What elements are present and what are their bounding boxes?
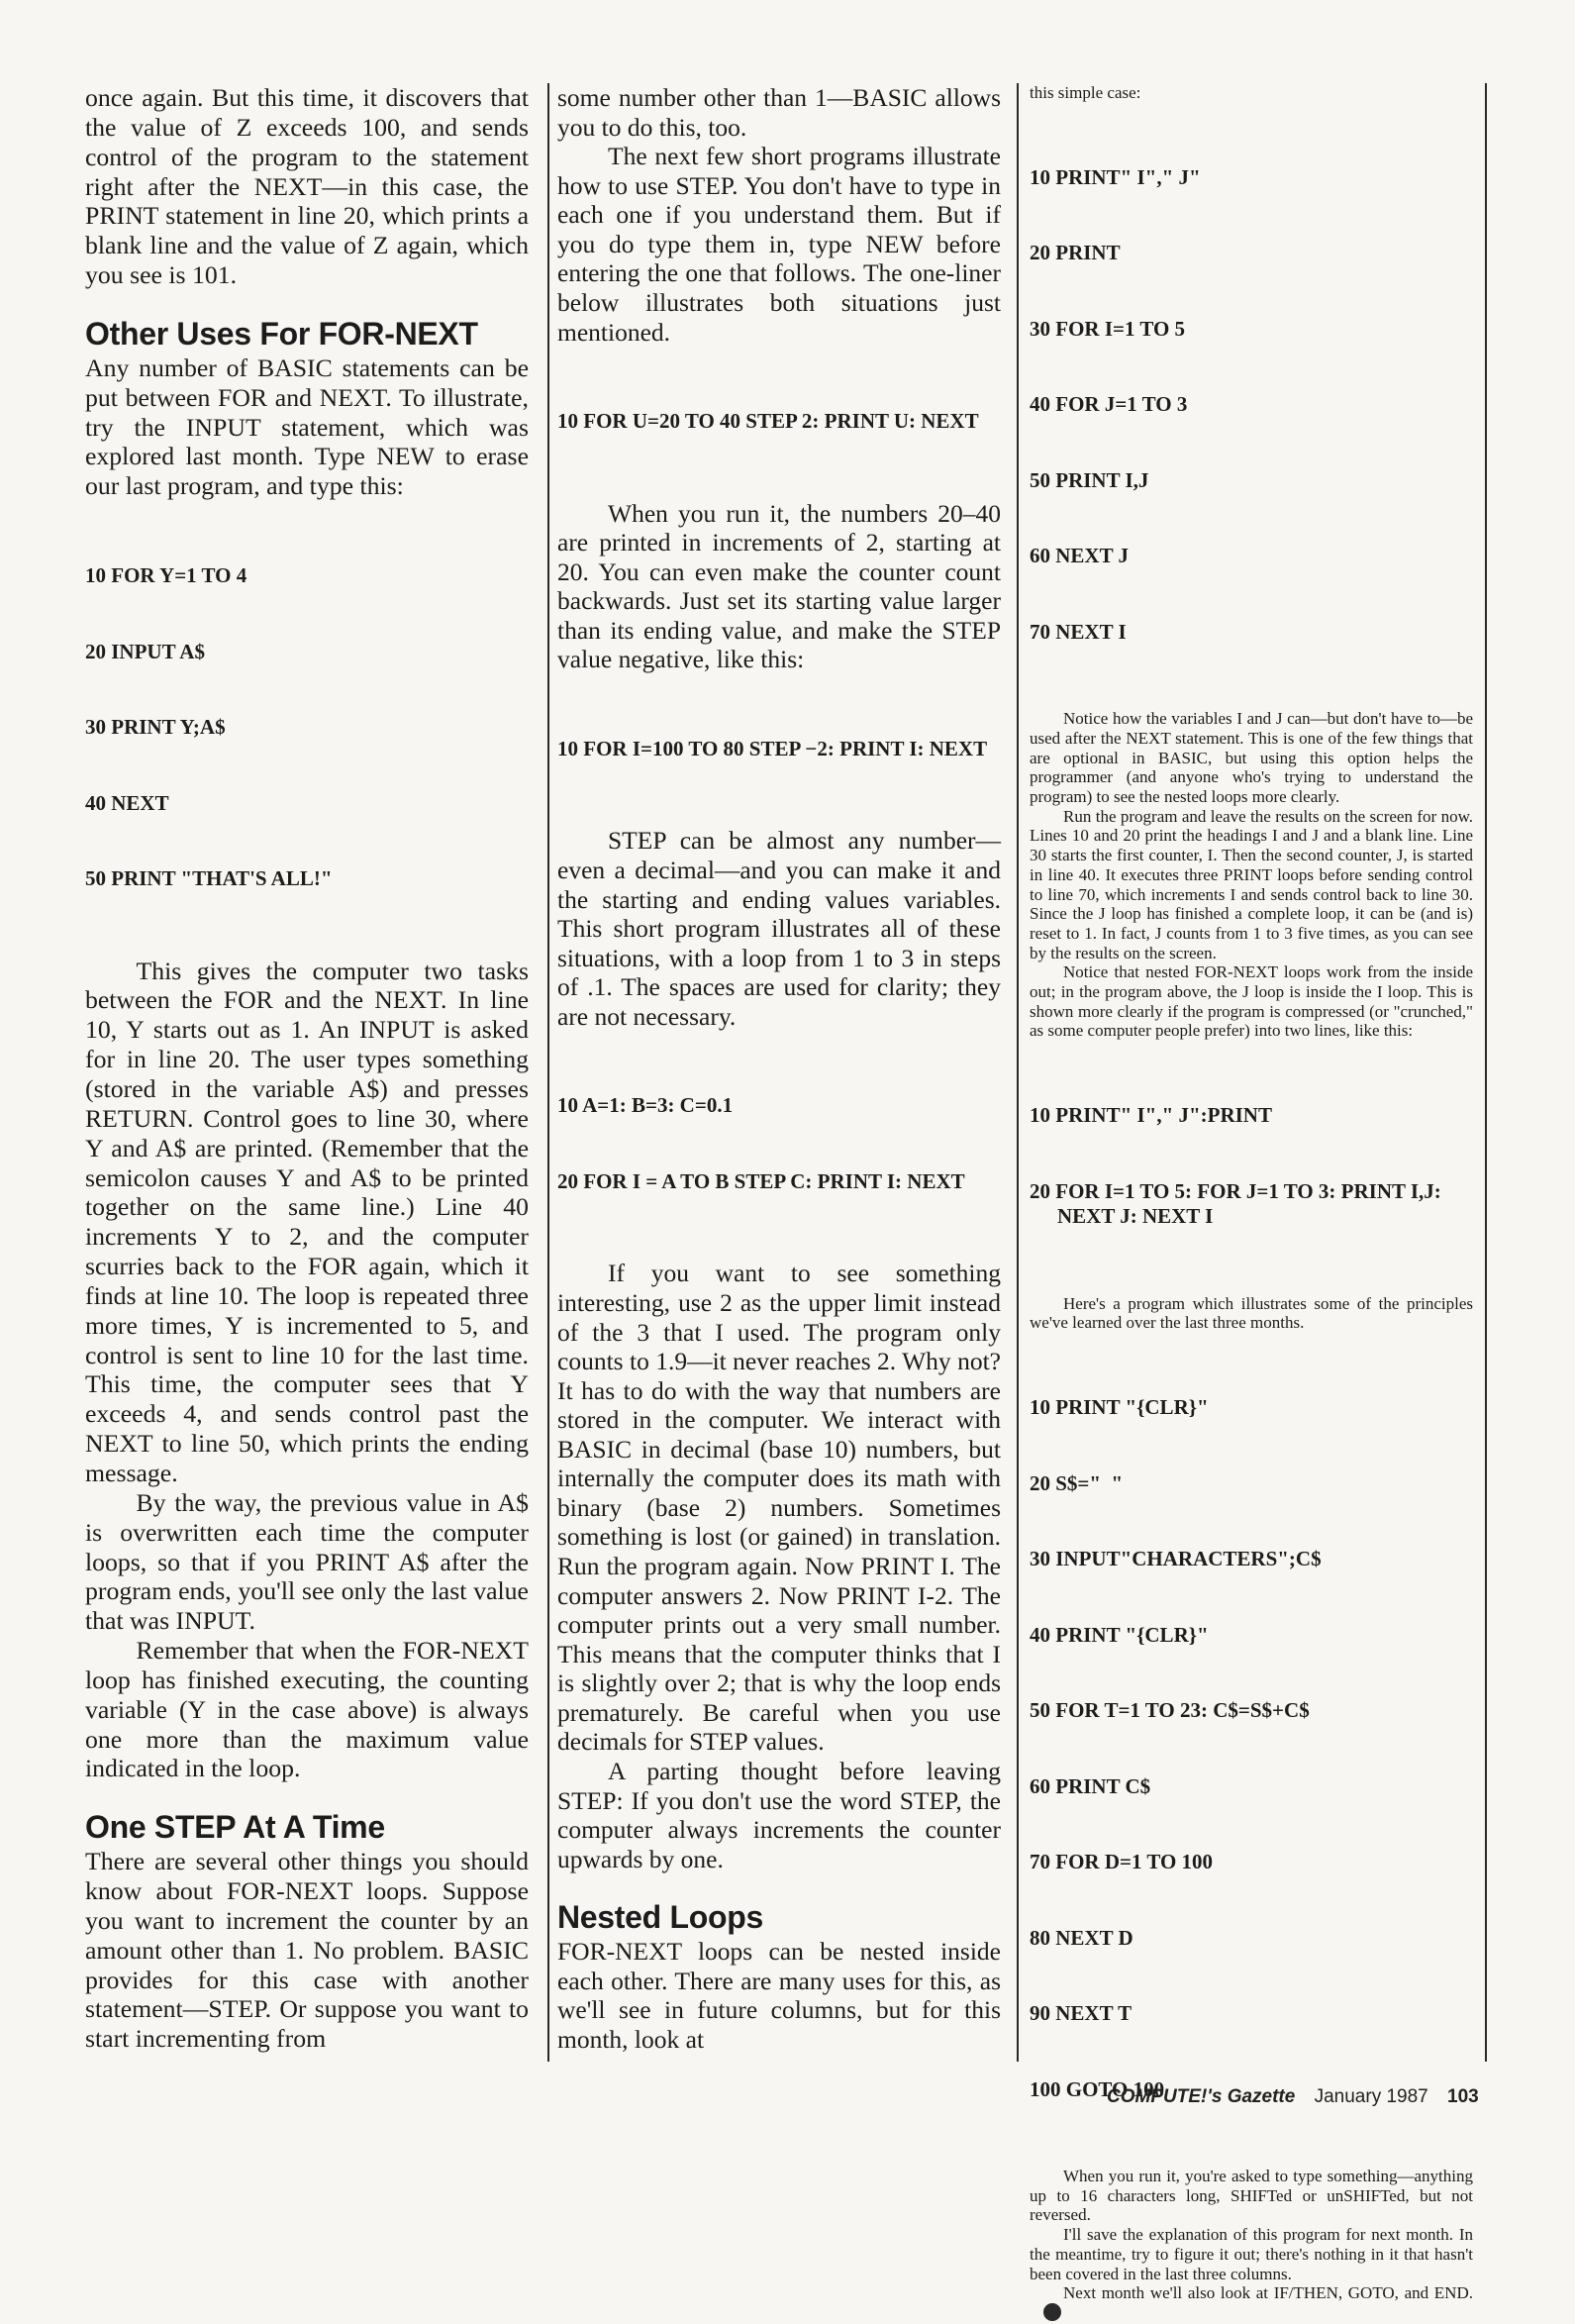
magazine-name: COMPUTE!'s Gazette [1107, 2086, 1296, 2107]
paragraph: The next few short programs illustrate how to use STEP. You don't have to type in each one if you understand them. But if you do type them in, type NEW before entering the one that follows. The one-liner below illustrates both situations just mentioned. [557, 142, 1001, 347]
paragraph: Remember that when the FOR-NEXT loop has finished executing, the counting variable (Y in the case above) is always one more than the maximum value indicated in the loop. [85, 1636, 529, 1783]
paragraph: some number other than 1—BASIC allows you to do this, too. [557, 83, 1001, 142]
code-line: 10 A=1: B=3: C=0.1 [557, 1093, 734, 1118]
paragraph: Notice that nested FOR-NEXT loops work from the inside out; in the program above, the J loop is inside the I loop. This is shown more clearly if the program is compressed (or "crunched," as some computer people prefer) into two lines, like this: [1030, 962, 1473, 1041]
code-line: 50 PRINT I,J [1030, 467, 1149, 492]
code-line: 10 PRINT" I"," J":PRINT [1030, 1103, 1272, 1128]
code-line: 50 FOR T=1 TO 23: C$=S$+C$ [1030, 1698, 1310, 1723]
paragraph: If you want to see something interesting, use 2 as the upper limit instead of the 3 that I used. The program only counts to 1.9—it never reaches 2. Why not? It has to do with the way that numbers are stored in the computer. We interact with BASIC in decimal (base 10) numbers, but internally the computer does its math with binary (base 2) numbers. Sometimes something is lost (or gained) in translation. Run the program again. Now PRINT I. The computer answers 2. Now PRINT I-2. The computer prints out a very small number. This means that the computer thinks that I is slightly over 2; that is why the loop ends prematurely. Be careful when you use decimals for STEP values. [557, 1259, 1001, 1757]
paragraph-final [1030, 2283, 1473, 2323]
code-listing [85, 513, 529, 943]
section-heading-nested-loops: Nested Loops [557, 1899, 763, 1936]
paragraph: When you run it, you're asked to type something—anything up to 16 characters long, SHIFTed or unSHIFTed, but not reversed. [1030, 2167, 1473, 2225]
code-line: 30 PRINT Y;A$ [85, 715, 226, 740]
page-number: 103 [1447, 2086, 1479, 2107]
code-line: 10 PRINT "{CLR}" [1030, 1395, 1209, 1420]
column-2 [557, 83, 1001, 2060]
paragraph: Run the program and leave the results on the screen for now. Lines 10 and 20 print the headings I and J and a blank line. Line 30 starts the first counter, I. Then the second counter, J, is started in line 40. It executes three PRINT loops before sending control to line 70, which increments I and sends control back to line 30. Since the J loop has finished a complete loop, it can be (and is) reset to 1. In fact, J counts from 1 to 3 five times, as you can see by the results on the screen. [1030, 806, 1473, 962]
code-listing [1030, 1345, 1473, 2153]
section-heading-one-step: One STEP At A Time [85, 1809, 385, 1846]
code-line: 60 PRINT C$ [1030, 1773, 1151, 1798]
code-line: 40 FOR J=1 TO 3 [1030, 392, 1188, 417]
code-line: 40 NEXT [85, 790, 169, 815]
end-of-article-icon [1043, 2303, 1061, 2321]
code-line: 70 NEXT I [1030, 619, 1127, 644]
code-listing [1030, 115, 1473, 696]
column-rule [547, 83, 549, 2062]
code-line: 90 NEXT T [1030, 2001, 1132, 2026]
section-heading-other-uses: Other Uses For FOR-NEXT [85, 315, 478, 352]
code-line: 30 INPUT"CHARACTERS";C$ [1030, 1547, 1322, 1571]
code-line: 40 PRINT "{CLR}" [1030, 1622, 1209, 1647]
paragraph: FOR-NEXT loops can be nested inside each other. There are many uses for this, as we'll see in future columns, but for this month, look at [557, 1937, 1001, 2054]
paragraph: once again. But this time, it discovers that the value of Z exceeds 100, and sends control of the program to the statement right after the NEXT—in this case, the PRINT statement in line 20, which prints a blank line and the value of Z again, which you see is 101. [85, 83, 529, 290]
code-line: 100 GOTO 100 [1030, 2076, 1165, 2101]
code-listing [557, 358, 1001, 485]
paragraph: When you run it, the numbers 20–40 are printed in increments of 2, starting at 20. You can even make the counter count backwards. Just set its starting value larger than its ending value, and make the STEP value negative, like this: [557, 498, 1001, 674]
code-line: 70 FOR D=1 TO 100 [1030, 1850, 1214, 1874]
code-line: 10 FOR I=100 TO 80 STEP −2: PRINT I: NEXT [557, 736, 988, 760]
final-sentence: Next month we'll also look at IF/THEN, GOTO, and END. [1063, 2283, 1473, 2303]
column-rule [1017, 83, 1019, 2062]
code-line: 10 FOR Y=1 TO 4 [85, 563, 247, 588]
code-line: 20 FOR I = A TO B STEP C: PRINT I: NEXT [557, 1168, 965, 1193]
paragraph: There are several other things you should know about FOR-NEXT loops. Suppose you want to increment the counter by an amount other than 1. No problem. BASIC provides for this case with another statement—STEP. Or suppose you want to start incrementing from [85, 1847, 529, 2054]
paragraph: STEP can be almost any number—even a decimal—and you can make it and the starting and ending values variables. This short program illustrates all of these situations, with a loop from 1 to 3 in steps of .1. The spaces are used for clarity; they are not necessary. [557, 826, 1001, 1031]
code-line: 20 FOR I=1 TO 5: FOR J=1 TO 3: PRINT I,J: NEXT J: NEXT I [1030, 1178, 1447, 1229]
paragraph: By the way, the previous value in A$ is overwritten each time the computer loops, so that if you PRINT A$ after the program ends, you'll see only the last value that was INPUT. [85, 1487, 529, 1636]
code-listing [557, 1043, 1001, 1245]
code-line: 10 PRINT" I"," J" [1030, 164, 1201, 189]
code-listing [557, 686, 1001, 813]
code-line: 20 S$=" " [1030, 1470, 1124, 1495]
code-listing [1030, 1053, 1473, 1280]
page-footer [1107, 2086, 1479, 2108]
code-line: 60 NEXT J [1030, 544, 1129, 568]
paragraph: Any number of BASIC statements can be put between FOR and NEXT. To illustrate, try the INPUT statement, which was explored last month. Type NEW to erase our last program, and type this: [85, 353, 529, 501]
code-line: 50 PRINT "THAT'S ALL!" [85, 866, 333, 891]
code-line: 30 FOR I=1 TO 5 [1030, 316, 1186, 341]
paragraph: Here's a program which illustrates some of the principles we've learned over the last three months. [1030, 1293, 1473, 1333]
issue-date: January 1987 [1314, 2086, 1428, 2107]
code-line: 10 FOR U=20 TO 40 STEP 2: PRINT U: NEXT [557, 409, 979, 434]
paragraph: Notice how the variables I and J can—but don't have to—be used after the NEXT statement. This is one of the few things that are optional in BASIC, but using this option helps the programmer (and anyone who's trying to understand the program) to see the nested loops more clearly. [1030, 709, 1473, 807]
code-line: 20 PRINT [1030, 241, 1121, 265]
code-line: 80 NEXT D [1030, 1925, 1133, 1950]
paragraph: This gives the computer two tasks between the FOR and the NEXT. In line 10, Y starts out as 1. An INPUT is asked for in line 20. The user types something (stored in the variable A$) and presses RETURN. Control goes to line 30, where Y and A$ are printed. (Remember that the semicolon causes Y and A$ to be printed together on the same line.) Line 40 increments Y to 2, and the computer scurries back to the FOR again, which it finds at line 10. The loop is repeated three more times, Y is incremented to 5, and control is sent to line 10 for the last time. This time, the computer sees that Y exceeds 4, and sends control past the NEXT to line 50, which prints the ending message. [85, 956, 529, 1487]
column-rule [1485, 83, 1487, 2062]
paragraph: A parting thought before leaving STEP: If you don't use the word STEP, the computer always increments the counter upwards by one. [557, 1756, 1001, 1873]
code-line: 20 INPUT A$ [85, 639, 205, 663]
paragraph: I'll save the explanation of this program for next month. In the meantime, try to figure it out; there's nothing in it that hasn't been covered in the last three columns. [1030, 2225, 1473, 2283]
paragraph: this simple case: [1030, 83, 1141, 102]
column-1 [85, 83, 529, 2060]
